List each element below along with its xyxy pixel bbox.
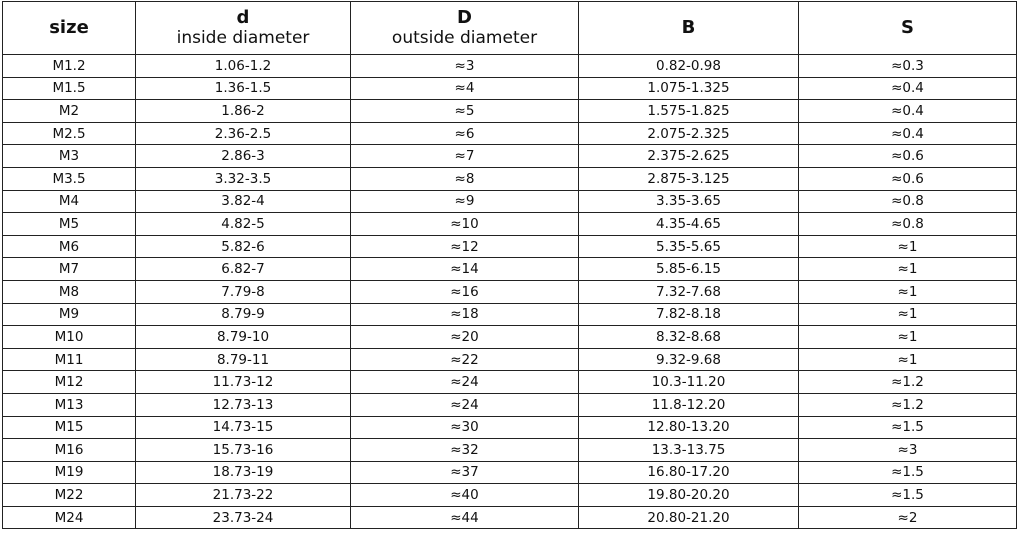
cell-b: 16.80-17.20 xyxy=(579,461,799,484)
cell-outside-diameter: ≈10 xyxy=(351,213,579,236)
header-inside-diameter xyxy=(136,2,351,55)
cell-outside-diameter: ≈14 xyxy=(351,258,579,281)
table-row xyxy=(3,393,1017,416)
cell-outside-diameter: ≈30 xyxy=(351,416,579,439)
table-row xyxy=(3,213,1017,236)
cell-s: ≈1.5 xyxy=(799,484,1017,507)
header-row xyxy=(3,2,1017,55)
cell-outside-diameter: ≈5 xyxy=(351,100,579,123)
cell-inside-diameter: 2.86-3 xyxy=(136,145,351,168)
cell-inside-diameter: 8.79-11 xyxy=(136,348,351,371)
cell-size: M19 xyxy=(3,461,136,484)
cell-inside-diameter: 1.06-1.2 xyxy=(136,55,351,78)
cell-size: M3 xyxy=(3,145,136,168)
cell-s: ≈1.5 xyxy=(799,416,1017,439)
cell-size: M8 xyxy=(3,280,136,303)
cell-b: 3.35-3.65 xyxy=(579,190,799,213)
cell-size: M12 xyxy=(3,371,136,394)
header-b-symbol: B xyxy=(681,17,696,38)
cell-b: 1.075-1.325 xyxy=(579,77,799,100)
cell-b: 20.80-21.20 xyxy=(579,506,799,529)
header-s-symbol: S xyxy=(901,17,914,38)
cell-outside-diameter: ≈20 xyxy=(351,326,579,349)
table-row xyxy=(3,326,1017,349)
cell-b: 7.82-8.18 xyxy=(579,303,799,326)
cell-b: 13.3-13.75 xyxy=(579,439,799,462)
spec-table-frame xyxy=(2,1,1016,545)
cell-outside-diameter: ≈8 xyxy=(351,167,579,190)
cell-s: ≈0.4 xyxy=(799,100,1017,123)
cell-outside-diameter: ≈32 xyxy=(351,439,579,462)
cell-s: ≈1 xyxy=(799,258,1017,281)
cell-size: M2.5 xyxy=(3,122,136,145)
cell-s: ≈2 xyxy=(799,506,1017,529)
cell-b: 7.32-7.68 xyxy=(579,280,799,303)
header-inside-diameter-symbol: d xyxy=(236,6,250,28)
table-row xyxy=(3,484,1017,507)
header-inside-diameter-label: inside diameter xyxy=(176,27,310,48)
cell-inside-diameter: 3.82-4 xyxy=(136,190,351,213)
table-row xyxy=(3,506,1017,529)
cell-b: 5.35-5.65 xyxy=(579,235,799,258)
cell-size: M1.5 xyxy=(3,77,136,100)
cell-b: 4.35-4.65 xyxy=(579,213,799,236)
cell-b: 11.8-12.20 xyxy=(579,393,799,416)
cell-s: ≈1.5 xyxy=(799,461,1017,484)
cell-size: M2 xyxy=(3,100,136,123)
header-b xyxy=(579,2,799,55)
cell-outside-diameter: ≈6 xyxy=(351,122,579,145)
spec-table xyxy=(2,1,1017,529)
cell-s: ≈1 xyxy=(799,348,1017,371)
table-row xyxy=(3,303,1017,326)
cell-s: ≈1 xyxy=(799,280,1017,303)
cell-size: M9 xyxy=(3,303,136,326)
cell-inside-diameter: 6.82-7 xyxy=(136,258,351,281)
table-body xyxy=(3,55,1017,529)
header-outside-diameter-symbol: D xyxy=(457,6,472,28)
header-outside-diameter xyxy=(351,2,579,55)
cell-s: ≈0.8 xyxy=(799,213,1017,236)
cell-inside-diameter: 3.32-3.5 xyxy=(136,167,351,190)
cell-size: M15 xyxy=(3,416,136,439)
cell-inside-diameter: 1.86-2 xyxy=(136,100,351,123)
cell-outside-diameter: ≈3 xyxy=(351,55,579,78)
cell-s: ≈1 xyxy=(799,326,1017,349)
table-row xyxy=(3,55,1017,78)
cell-b: 8.32-8.68 xyxy=(579,326,799,349)
cell-outside-diameter: ≈18 xyxy=(351,303,579,326)
cell-inside-diameter: 5.82-6 xyxy=(136,235,351,258)
cell-b: 2.075-2.325 xyxy=(579,122,799,145)
header-size xyxy=(3,2,136,55)
cell-inside-diameter: 15.73-16 xyxy=(136,439,351,462)
cell-inside-diameter: 1.36-1.5 xyxy=(136,77,351,100)
cell-s: ≈0.4 xyxy=(799,77,1017,100)
table-row xyxy=(3,416,1017,439)
cell-outside-diameter: ≈37 xyxy=(351,461,579,484)
cell-outside-diameter: ≈40 xyxy=(351,484,579,507)
cell-outside-diameter: ≈22 xyxy=(351,348,579,371)
table-row xyxy=(3,348,1017,371)
cell-b: 10.3-11.20 xyxy=(579,371,799,394)
cell-size: M6 xyxy=(3,235,136,258)
cell-s: ≈0.8 xyxy=(799,190,1017,213)
cell-size: M22 xyxy=(3,484,136,507)
table-header xyxy=(3,2,1017,55)
cell-inside-diameter: 7.79-8 xyxy=(136,280,351,303)
table-row xyxy=(3,122,1017,145)
table-row xyxy=(3,371,1017,394)
cell-size: M16 xyxy=(3,439,136,462)
cell-b: 1.575-1.825 xyxy=(579,100,799,123)
cell-inside-diameter: 23.73-24 xyxy=(136,506,351,529)
cell-inside-diameter: 21.73-22 xyxy=(136,484,351,507)
cell-size: M13 xyxy=(3,393,136,416)
cell-size: M5 xyxy=(3,213,136,236)
table-row xyxy=(3,258,1017,281)
table-row xyxy=(3,77,1017,100)
cell-size: M11 xyxy=(3,348,136,371)
cell-size: M1.2 xyxy=(3,55,136,78)
cell-s: ≈1 xyxy=(799,303,1017,326)
table-row xyxy=(3,439,1017,462)
table-row xyxy=(3,280,1017,303)
table-row xyxy=(3,100,1017,123)
table-row xyxy=(3,190,1017,213)
cell-outside-diameter: ≈4 xyxy=(351,77,579,100)
cell-b: 0.82-0.98 xyxy=(579,55,799,78)
cell-s: ≈0.6 xyxy=(799,167,1017,190)
cell-size: M10 xyxy=(3,326,136,349)
cell-inside-diameter: 8.79-10 xyxy=(136,326,351,349)
cell-b: 2.875-3.125 xyxy=(579,167,799,190)
cell-outside-diameter: ≈16 xyxy=(351,280,579,303)
cell-outside-diameter: ≈44 xyxy=(351,506,579,529)
cell-inside-diameter: 14.73-15 xyxy=(136,416,351,439)
table-row xyxy=(3,145,1017,168)
cell-s: ≈1 xyxy=(799,235,1017,258)
cell-s: ≈0.6 xyxy=(799,145,1017,168)
cell-size: M3.5 xyxy=(3,167,136,190)
cell-s: ≈3 xyxy=(799,439,1017,462)
cell-outside-diameter: ≈9 xyxy=(351,190,579,213)
cell-b: 5.85-6.15 xyxy=(579,258,799,281)
cell-inside-diameter: 11.73-12 xyxy=(136,371,351,394)
table-row xyxy=(3,167,1017,190)
table-row xyxy=(3,235,1017,258)
cell-size: M24 xyxy=(3,506,136,529)
cell-s: ≈1.2 xyxy=(799,371,1017,394)
cell-size: M4 xyxy=(3,190,136,213)
cell-b: 19.80-20.20 xyxy=(579,484,799,507)
cell-s: ≈0.3 xyxy=(799,55,1017,78)
cell-s: ≈1.2 xyxy=(799,393,1017,416)
cell-s: ≈0.4 xyxy=(799,122,1017,145)
cell-inside-diameter: 4.82-5 xyxy=(136,213,351,236)
cell-inside-diameter: 8.79-9 xyxy=(136,303,351,326)
header-size-symbol: size xyxy=(49,17,89,38)
cell-outside-diameter: ≈24 xyxy=(351,393,579,416)
cell-b: 9.32-9.68 xyxy=(579,348,799,371)
cell-b: 12.80-13.20 xyxy=(579,416,799,439)
cell-outside-diameter: ≈24 xyxy=(351,371,579,394)
cell-inside-diameter: 12.73-13 xyxy=(136,393,351,416)
header-s xyxy=(799,2,1017,55)
cell-size: M7 xyxy=(3,258,136,281)
table-row xyxy=(3,461,1017,484)
cell-b: 2.375-2.625 xyxy=(579,145,799,168)
header-outside-diameter-label: outside diameter xyxy=(391,27,538,48)
cell-inside-diameter: 18.73-19 xyxy=(136,461,351,484)
cell-outside-diameter: ≈12 xyxy=(351,235,579,258)
cell-outside-diameter: ≈7 xyxy=(351,145,579,168)
cell-inside-diameter: 2.36-2.5 xyxy=(136,122,351,145)
